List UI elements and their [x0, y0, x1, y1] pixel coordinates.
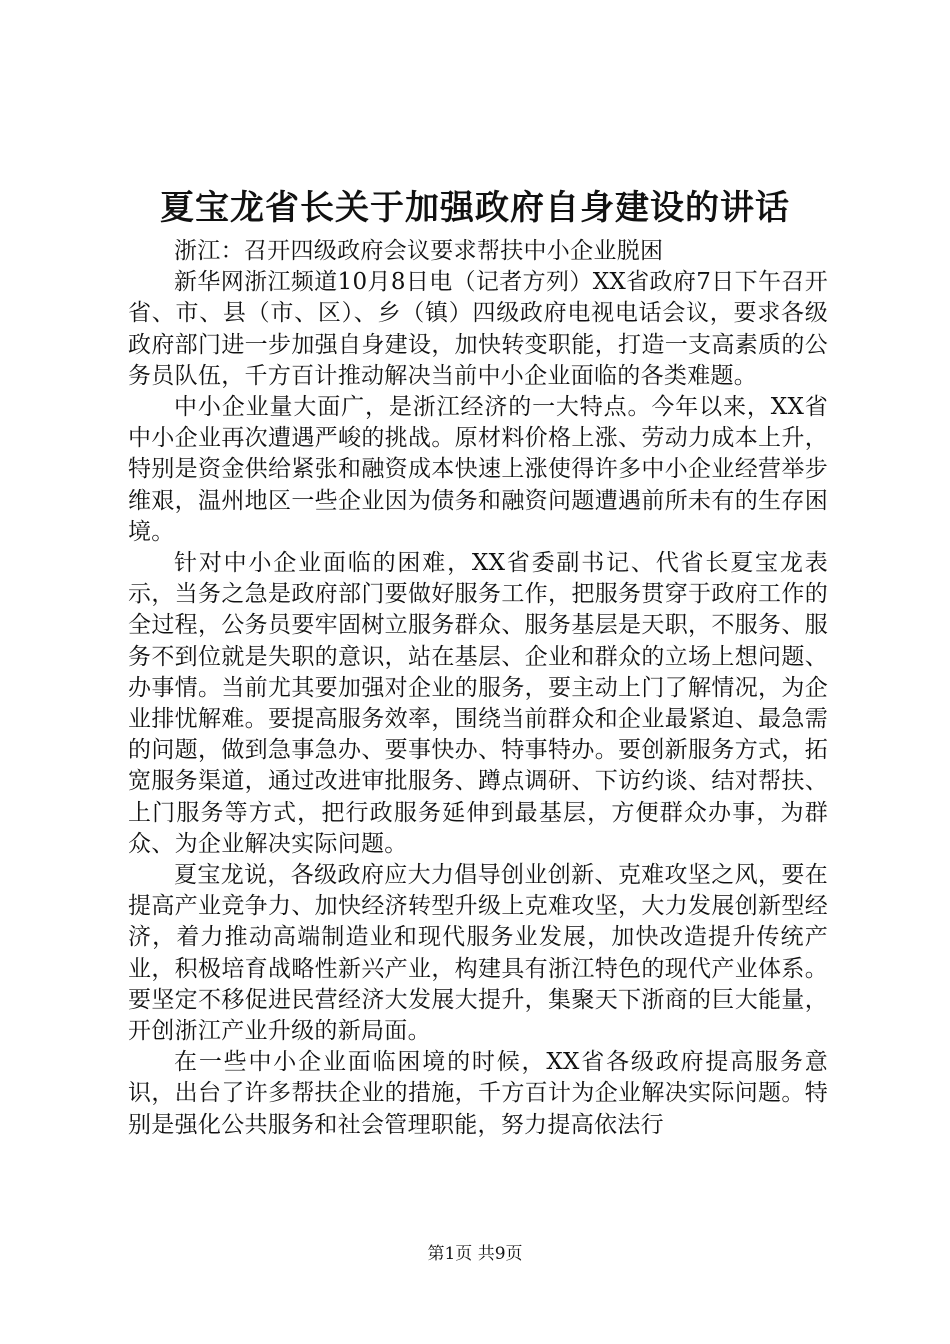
paragraph: 新华网浙江频道10月8日电（记者方列）XX省政府7日下午召开省、市、县（市、区）、乡（镇）四级政府电视电话会议，要求各级政府部门进一步加强自身建设，加快转变职能，打造一支高素质的公务员队伍，千方百计推动解决当前中小企业面临的各类难题。 [128, 269, 828, 389]
paragraph: 在一些中小企业面临困境的时候，XX省各级政府提高服务意识，出台了许多帮扶企业的措施，千方百计为企业解决实际问题。特别是强化公共服务和社会管理职能，努力提高依法行 [128, 1049, 828, 1138]
paragraph: 中小企业量大面广，是浙江经济的一大特点。今年以来，XX省中小企业再次遭遇严峻的挑战。原材料价格上涨、劳动力成本上升，特别是资金供给紧张和融资成本快速上涨使得许多中小企业经营举步维艰，温州地区一些企业因为债务和融资问题遭遇前所未有的生存困境。 [128, 394, 828, 545]
paragraph-subheading: 浙江：召开四级政府会议要求帮扶中小企业脱困 [174, 238, 664, 264]
paragraph: 针对中小企业面临的困难，XX省委副书记、代省长夏宝龙表示，当务之急是政府部门要做好服务工作，把服务贯穿于政府工作的全过程，公务员要牢固树立服务群众、服务基层是天职，不服务、服务不到位就是失职的意识，站在基层、企业和群众的立场上想问题、办事情。当前尤其要加强对企业的服务，要主动上门了解情况，为企业排忧解难。要提高服务效率，围绕当前群众和企业最紧迫、最急需的问题，做到急事急办、要事快办、特事特办。要创新服务方式，拓宽服务渠道，通过改进审批服务、蹲点调研、下访约谈、结对帮扶、上门服务等方式，把行政服务延伸到最基层，方便群众办事，为群众、为企业解决实际问题。 [128, 550, 828, 857]
paragraph: 夏宝龙说，各级政府应大力倡导创业创新、克难攻坚之风，要在提高产业竞争力、加快经济转型升级上克难攻坚，大力发展创新型经济，着力推动高端制造业和现代服务业发展，加快改造提升传统产业，积极培育战略性新兴产业，构建具有浙江特色的现代产业体系。要坚定不移促进民营经济大发展大提升，集聚天下浙商的巨大能量，开创浙江产业升级的新局面。 [128, 862, 828, 1045]
page-footer: 第1页 共9页 [427, 1244, 523, 1264]
document-title: 夏宝龙省长关于加强政府自身建设的讲话 [160, 188, 790, 228]
document-body [128, 236, 828, 1141]
